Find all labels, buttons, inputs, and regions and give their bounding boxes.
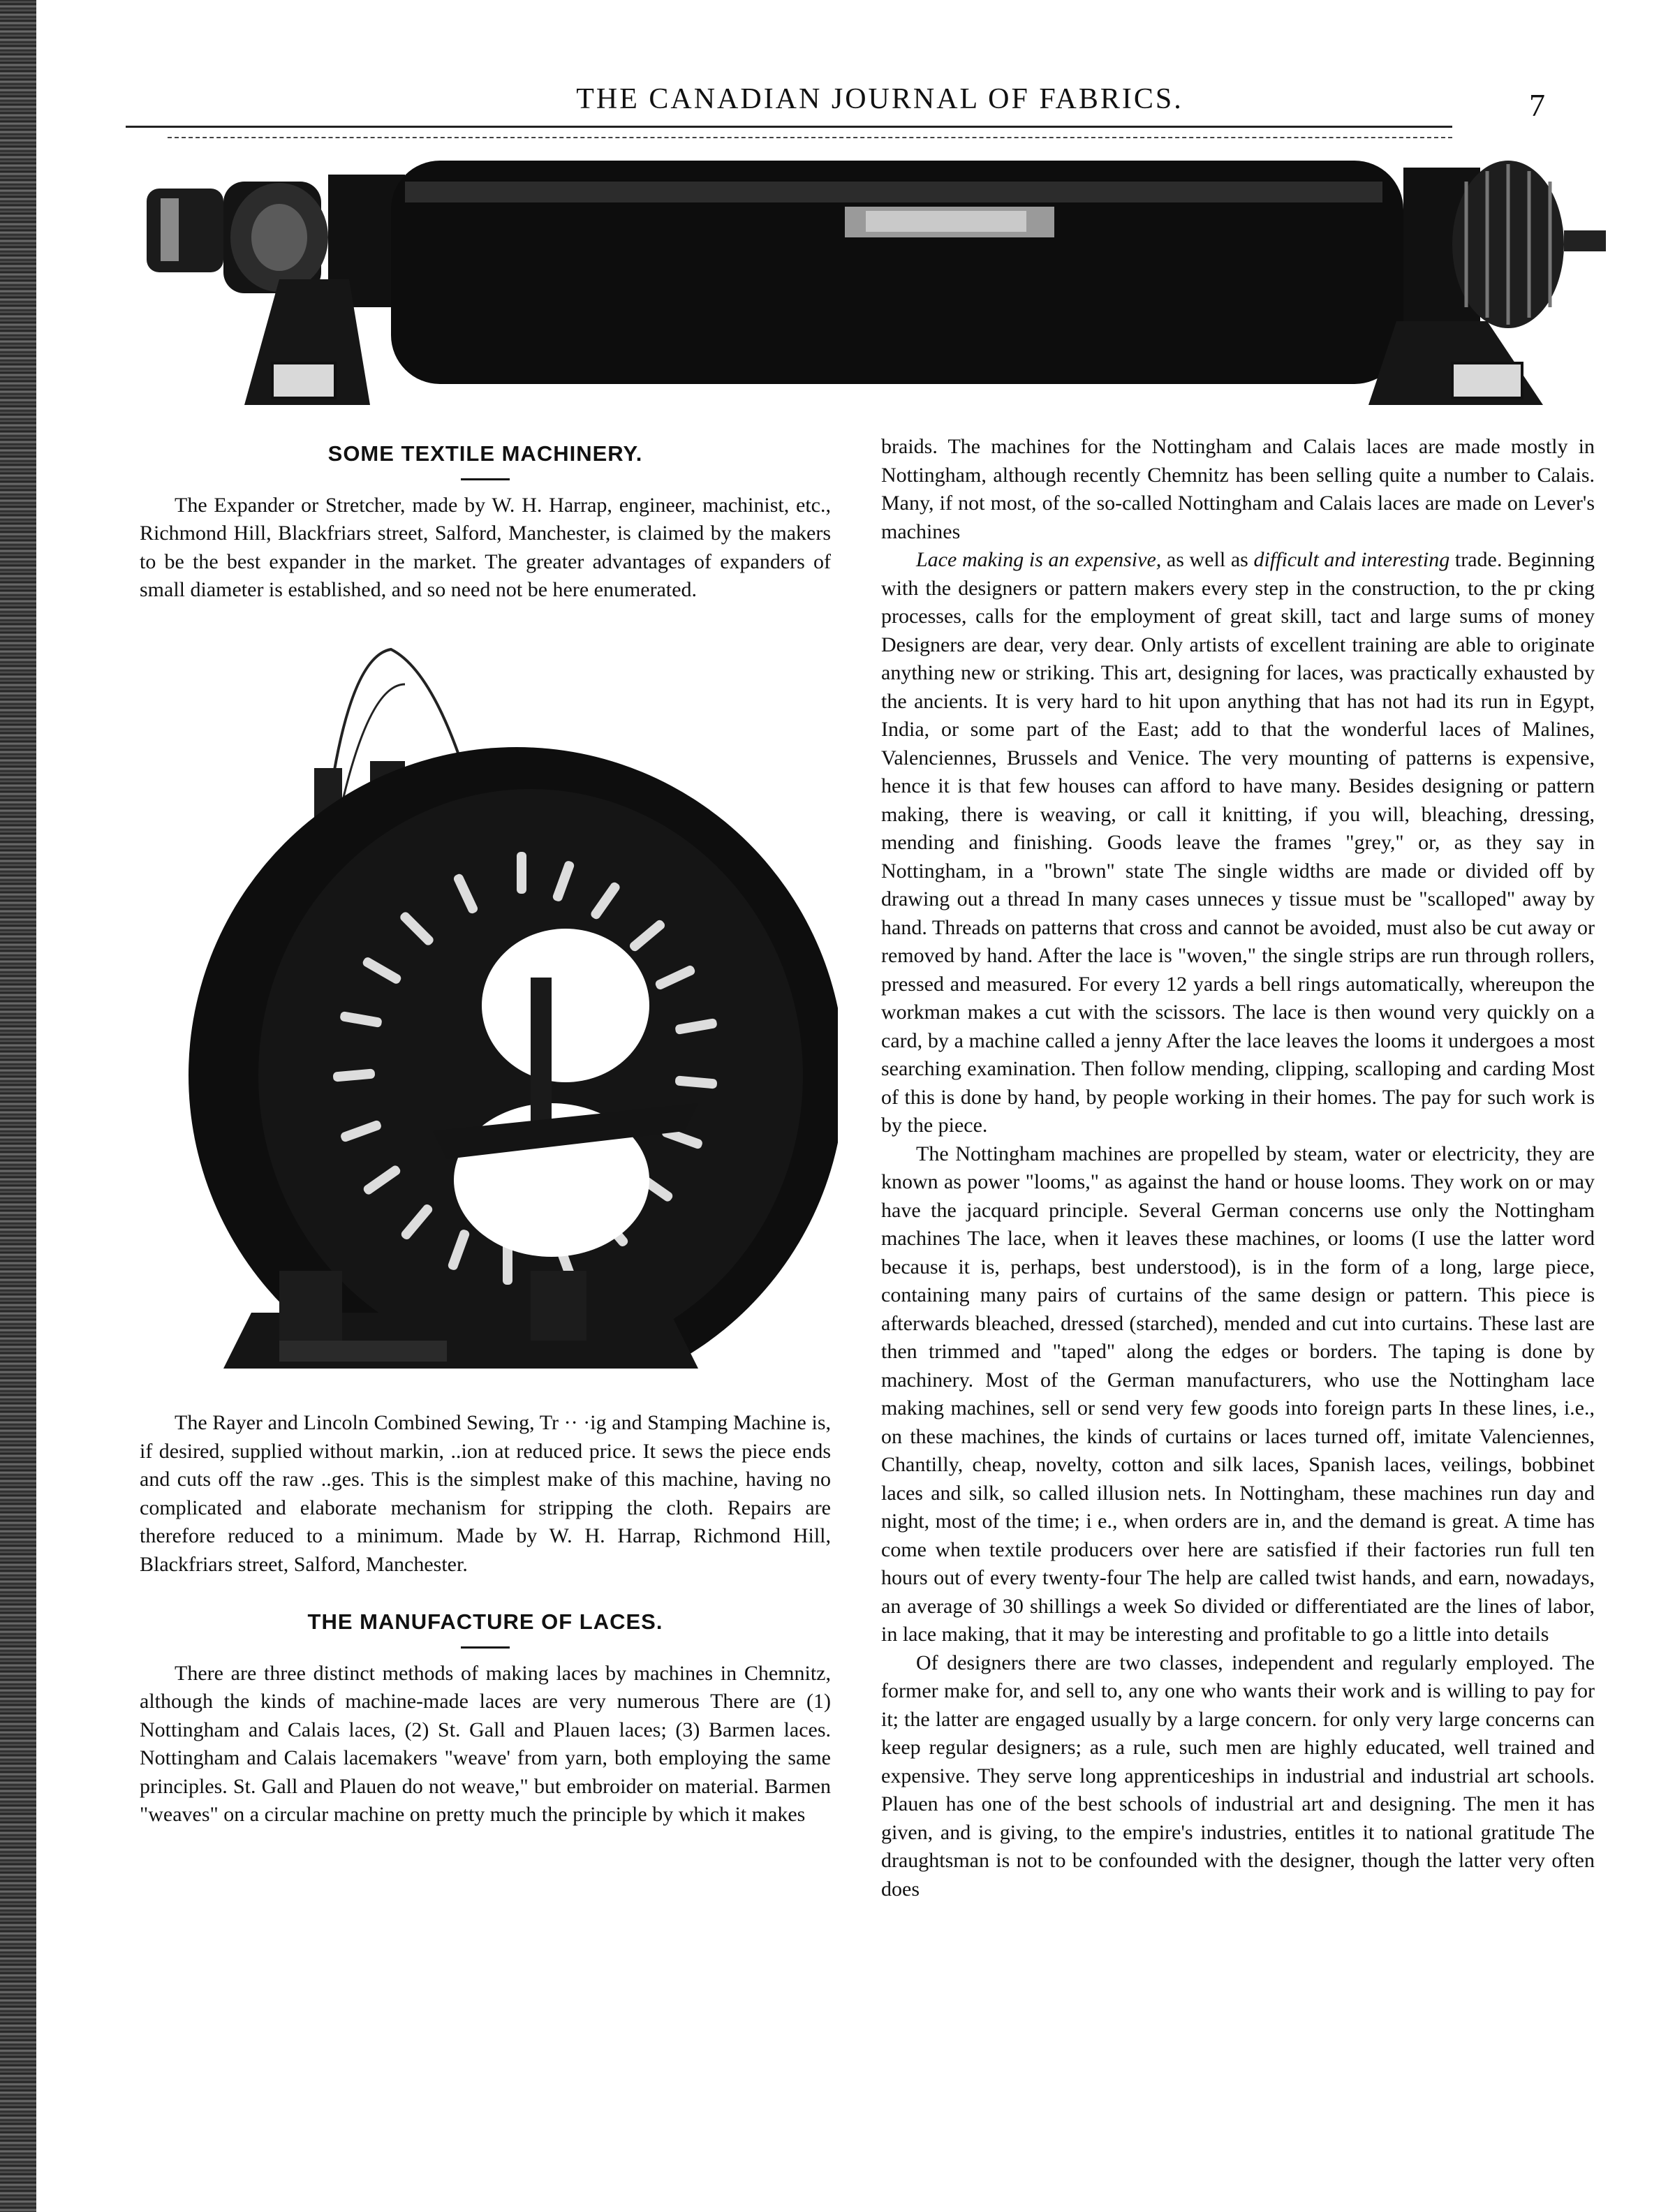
page-binding-edge [0, 0, 36, 2212]
laces-paragraph-continued: braids. The machines for the Nottingham and Calais laces are made mostly in Nottingham, although recently Chemnitz has been selling quite a number to Calais. Many, if not most, of the so-called Nottingham and Calais laces are made on Lever's machines [881, 435, 1595, 543]
header-dashed-rule [168, 137, 1452, 138]
expander-engraving [140, 140, 1613, 433]
sewing-machine-engraving [140, 642, 838, 1369]
laces-paragraph-2 [881, 546, 1595, 1140]
right-column [881, 433, 1595, 1903]
title-rule-laces [461, 1646, 510, 1649]
laces-paragraph-3: The Nottingham machines are propelled by steam, water or electricity, they are known as power "looms," as against the hand or house looms. They work on or may have the jacquard principle. Several German concerns use only the Nottingham machines The lace, when it leaves these machines, or looms (I use the latter word because it is, perhaps, best understood), is in the form of a long, large piece, containing many pairs of curtains of the same design or pattern. This piece is afterwards bleached, dressed (starched), mended and cut into curtains. These last are then trimmed and "taped" along the edges or borders. The taping is done by machinery. Most of the German manufacturers, who use the Nottingham lace making machines, sell or send very few goods into foreign parts In these lines, i.e., on these machines, the kinds of curtains or laces turned off, imitate Valenciennes, Chantilly, cheap, novelty, cotton and silk laces, Spanish laces, veilings, bobbinet laces and silk, so called illusion nets. In Nottingham, these machines run day and night, most of the time; i e., when orders are in, and the demand is great. A time has come when textile producers over here are satisfied if their factories run full ten hours out of every twenty-four The help are called twist hands, and earn, nowadays, an average of 30 shillings a week So divided or differentiated are the lines of labor, in lace making, that it may be interesting and profitable to go a little into details [881, 1142, 1595, 1646]
left-column [140, 440, 831, 605]
laces-para2-emphasis: Lace making is an expensive, [916, 548, 1162, 571]
laces-paragraph-1: There are three distinct methods of making laces by machines in Chemnitz, although the kinds of machine-made laces are very numerous There are (1) Nottingham and Calais laces, (2) St. Gall and Plauen laces; (3) Barmen laces. Nottingham and Calais lacemakers "weave' from yarn, both employing the same principles. St. Gall and Plauen do not weave," but embroider on material. Barmen "weaves" on a circular machine on pretty much the principle by which it makes [140, 1661, 831, 1826]
spacer [140, 1579, 831, 1608]
laces-para2-text: trade. Beginning with the designers or pattern makers every step in the construction, to the pr cking processes, calls for the employment of great skill, tact and large sums of money Designers are dear, very dear. Only artists of excellent training are able to originate anything new or striking. This art, designing for laces, was practically exhausted by the ancients. It is very hard to hit upon anything that has not had its run in Egypt, India, or some part of the East; add to that the wonderful laces of Malines, Valenciennes, Brussels and Venice. The very mounting of patterns is expensive, hence it is that few houses can afford to have many. Besides designing or pattern making, there is weaving, or call it knitting, if you will, bleaching, dressing, mending and finishing. Goods leave the frames "grey," or, as they say in Nottingham, in a "brown" state The single widths are made or divided off by drawing out a thread In many cases unneces y tissue must be "scalloped" away by hand. Threads on patterns that cross and cannot be avoided, must also be cut away or removed by hand. After the lace is "woven," the single strips are run through rollers, pressed and measured. For every 12 yards a bell rings automatically, whereupon the workman makes a cut with the scissors. The lace is then wound very quickly on a card, by a machine called a jenny After the lace leaves the looms it undergoes a most searching examination. Then follow mending, clipping, scalloping and carding Most of this is done by hand, by people working in their homes. The pay for such work is by the piece. [881, 548, 1595, 1137]
laces-para2-emphasis-2: difficult and interesting [1253, 548, 1450, 571]
running-title: THE CANADIAN JOURNAL OF FABRICS. [576, 83, 1183, 115]
left-column-lower [140, 1409, 831, 1829]
article-title-textile-machinery: SOME TEXTILE MACHINERY. [327, 441, 643, 466]
sewing-machine-paragraph: The Rayer and Lincoln Combined Sewing, Tr ·· ·ig and Stamping Machine is, if desired, supplied without markin, ..ion at reduced price. It sews the piece ends and cuts off the raw ..ges. This is the simplest make of this machine, having no complicated and elaborate mechanism for stripping the cloth. Repairs are therefore reduced to a minimum. Made by W. H. Harrap, Richmond Hill, Blackfriars street, Salford, Manchester. [140, 1411, 831, 1576]
title-rule [461, 478, 510, 480]
header-rule [126, 126, 1452, 128]
laces-paragraph-4: Of designers there are two classes, independent and regularly employed. The former make for, and sell to, any one who wants their work and is willing to pay for it; the latter are engaged usually by a large concern. for only very large concerns can keep regular designers; as a rule, such men are highly educated, well trained and expensive. They serve long apprenticeships in industrial and industrial art schools. Plauen has one of the best schools of industrial art and designing. The men it has given, and is giving, to the empire's industries, entitles it to national gratitude The draughtsman is not to be confounded with the designer, though the latter very often does [881, 1651, 1595, 1901]
page-number: 7 [1529, 87, 1545, 123]
expander-paragraph: The Expander or Stretcher, made by W. H. Harrap, engineer, machinist, etc., Richmond Hill, Blackfriars street, Salford, Manchester, is claimed by the makers to be the best expander in the market. The greater advantages of expanders of small diameter is established, and so need not be here enumerated. [140, 493, 831, 601]
laces-para2-mid: as well as [1161, 548, 1254, 571]
article-title-laces: THE MANUFACTURE OF LACES. [307, 1609, 663, 1634]
